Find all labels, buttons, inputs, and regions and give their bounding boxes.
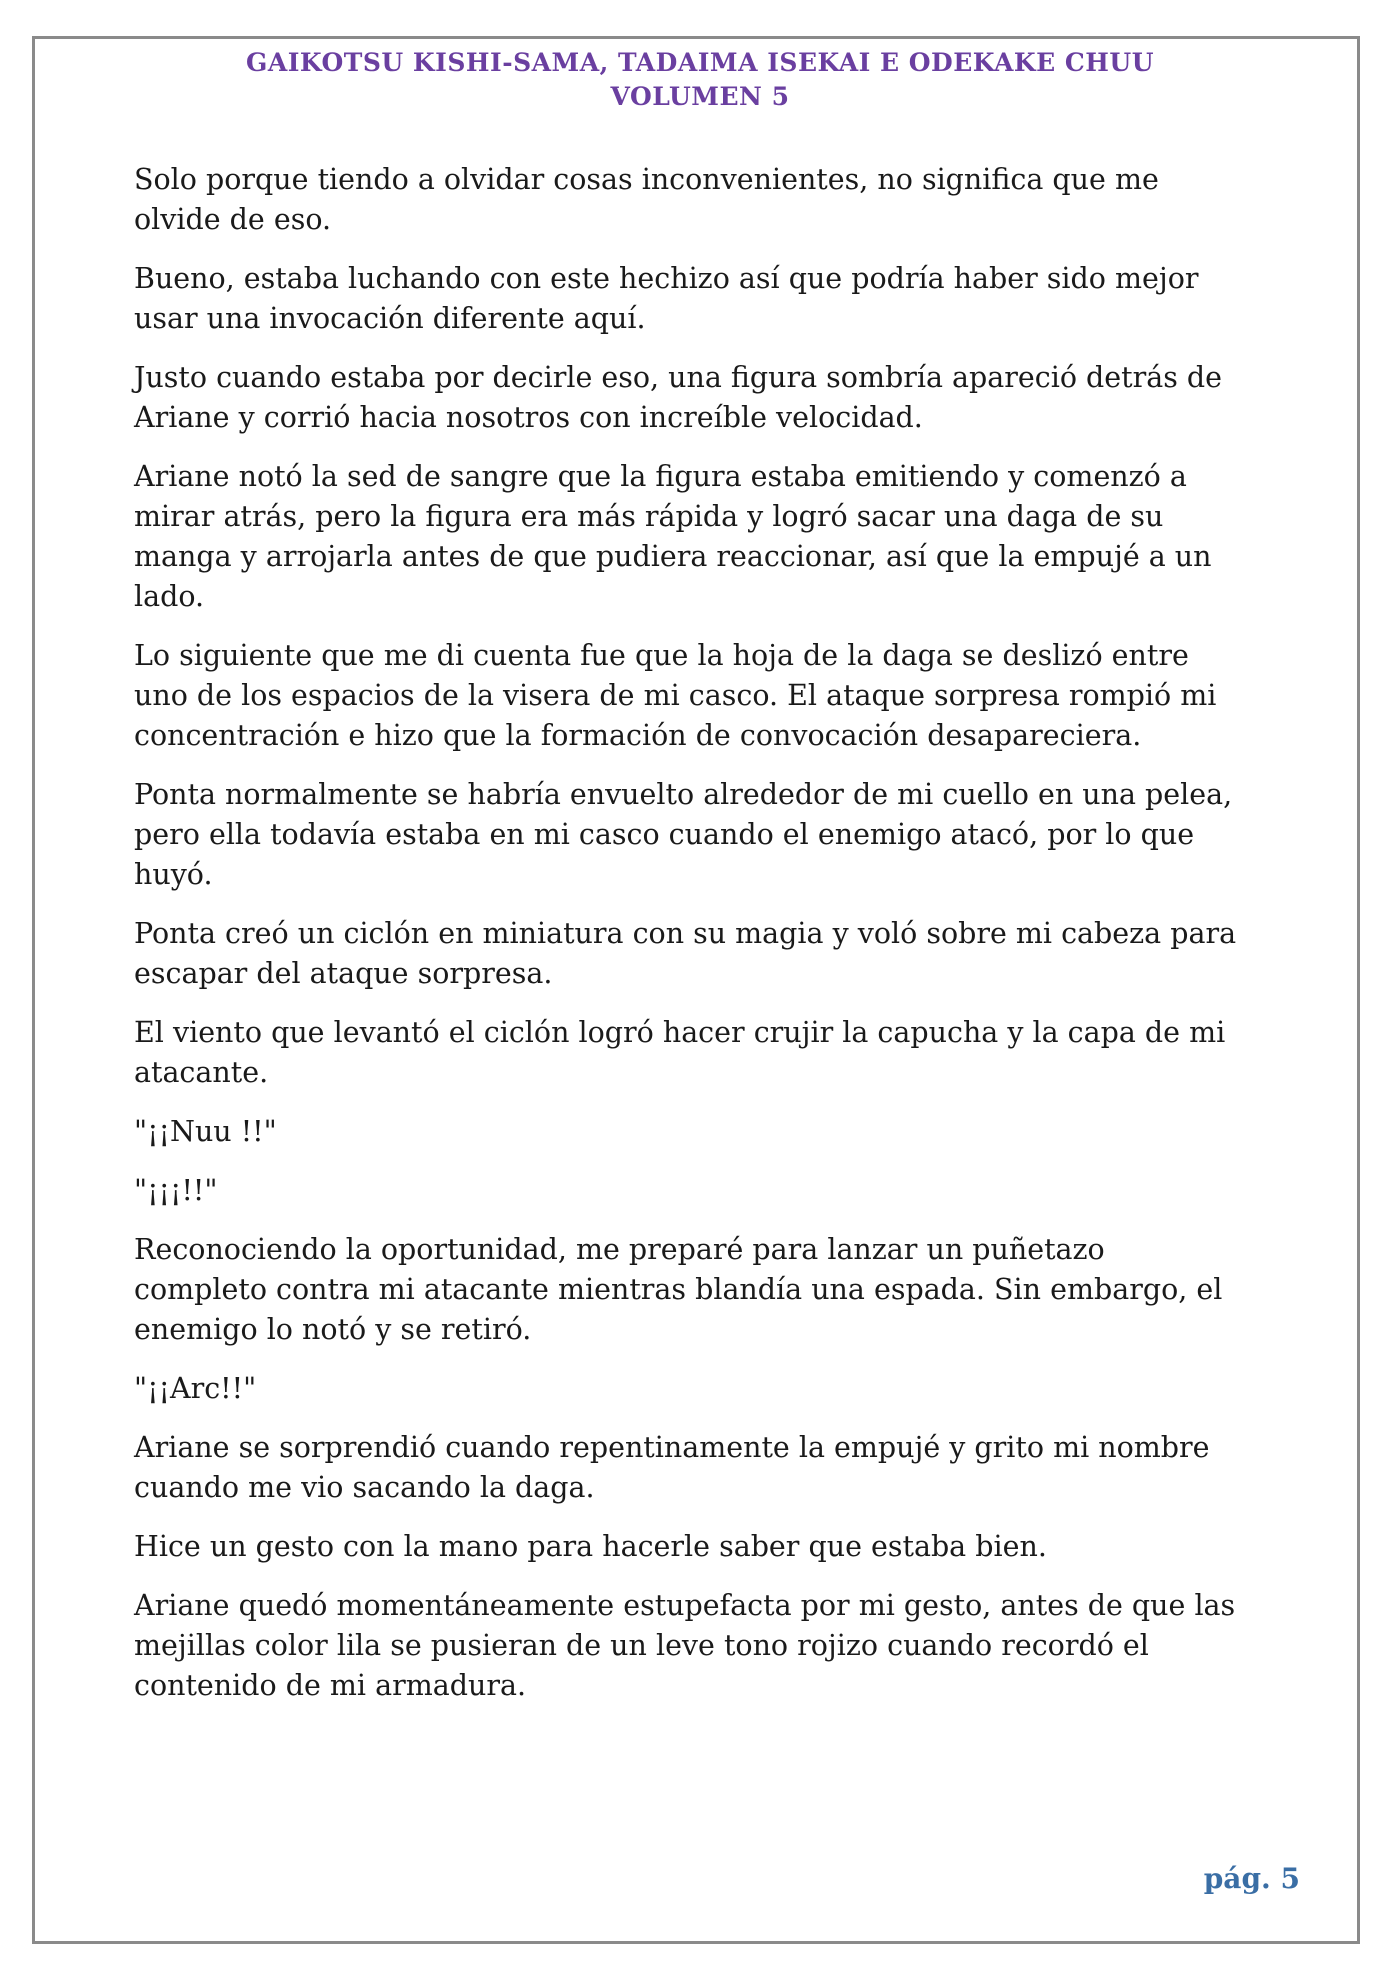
paragraph: El viento que levantó el ciclón logró hacer crujir la capucha y la capa de mi atacante. <box>134 1016 1226 1089</box>
paragraph: Ponta normalmente se habría envuelto alrededor de mi cuello en una pelea, pero ella todavía estaba en mi casco cuando el enemigo atacó, por lo que huyó. <box>134 778 1233 891</box>
paragraph: Ariane notó la sed de sangre que la figura estaba emitiendo y comenzó a mirar atrás, pero la figura era más rápida y logró sacar una daga de su manga y arrojarla antes de que pudiera reaccionar, así que la empujé a un lado. <box>134 460 1212 613</box>
paragraph: Reconociendo la oportunidad, me preparé para lanzar un puñetazo completo contra mi atacante mientras blandía una espada. Sin embargo, el enemigo lo notó y se retiró. <box>134 1233 1223 1346</box>
paragraph: Ariane se sorprendió cuando repentinamente la empujé y grito mi nombre cuando me vio sacando la daga. <box>134 1431 1210 1504</box>
dialogue-line: "¡¡¡!!" <box>134 1174 218 1207</box>
paragraph: Ponta creó un ciclón en miniatura con su magia y voló sobre mi cabeza para escapar del ataque sorpresa. <box>134 917 1237 990</box>
paragraph: Lo siguiente que me di cuenta fue que la hoja de la daga se deslizó entre uno de los espacios de la visera de mi casco. El ataque sorpresa rompió mi concentración e hizo que la formación de convocación desapareciera. <box>134 639 1217 752</box>
paragraph: Bueno, estaba luchando con este hechizo así que podría haber sido mejor usar una invocación diferente aquí. <box>134 262 1199 335</box>
document-header <box>0 46 1400 114</box>
paragraph: Ariane quedó momentáneamente estupefacta por mi gesto, antes de que las mejillas color lila se pusieran de un leve tono rojizo cuando recordó el contenido de mi armadura. <box>134 1589 1236 1702</box>
paragraph: Justo cuando estaba por decirle eso, una figura sombría apareció detrás de Ariane y corrió hacia nosotros con increíble velocidad. <box>134 361 1223 434</box>
book-title: GAIKOTSU KISHI-SAMA, TADAIMA ISEKAI E ODEKAKE CHUU <box>245 48 1155 77</box>
page-number: pág. 5 <box>1203 1862 1300 1895</box>
body-text <box>134 160 1244 1725</box>
paragraph: Solo porque tiendo a olvidar cosas inconvenientes, no significa que me olvide de eso. <box>134 163 1159 236</box>
volume-title: VOLUMEN 5 <box>610 82 790 111</box>
dialogue-line: "¡¡Arc!!" <box>134 1372 257 1405</box>
paragraph: Hice un gesto con la mano para hacerle saber que estaba bien. <box>134 1530 1047 1563</box>
dialogue-line: "¡¡Nuu !!" <box>134 1115 277 1148</box>
